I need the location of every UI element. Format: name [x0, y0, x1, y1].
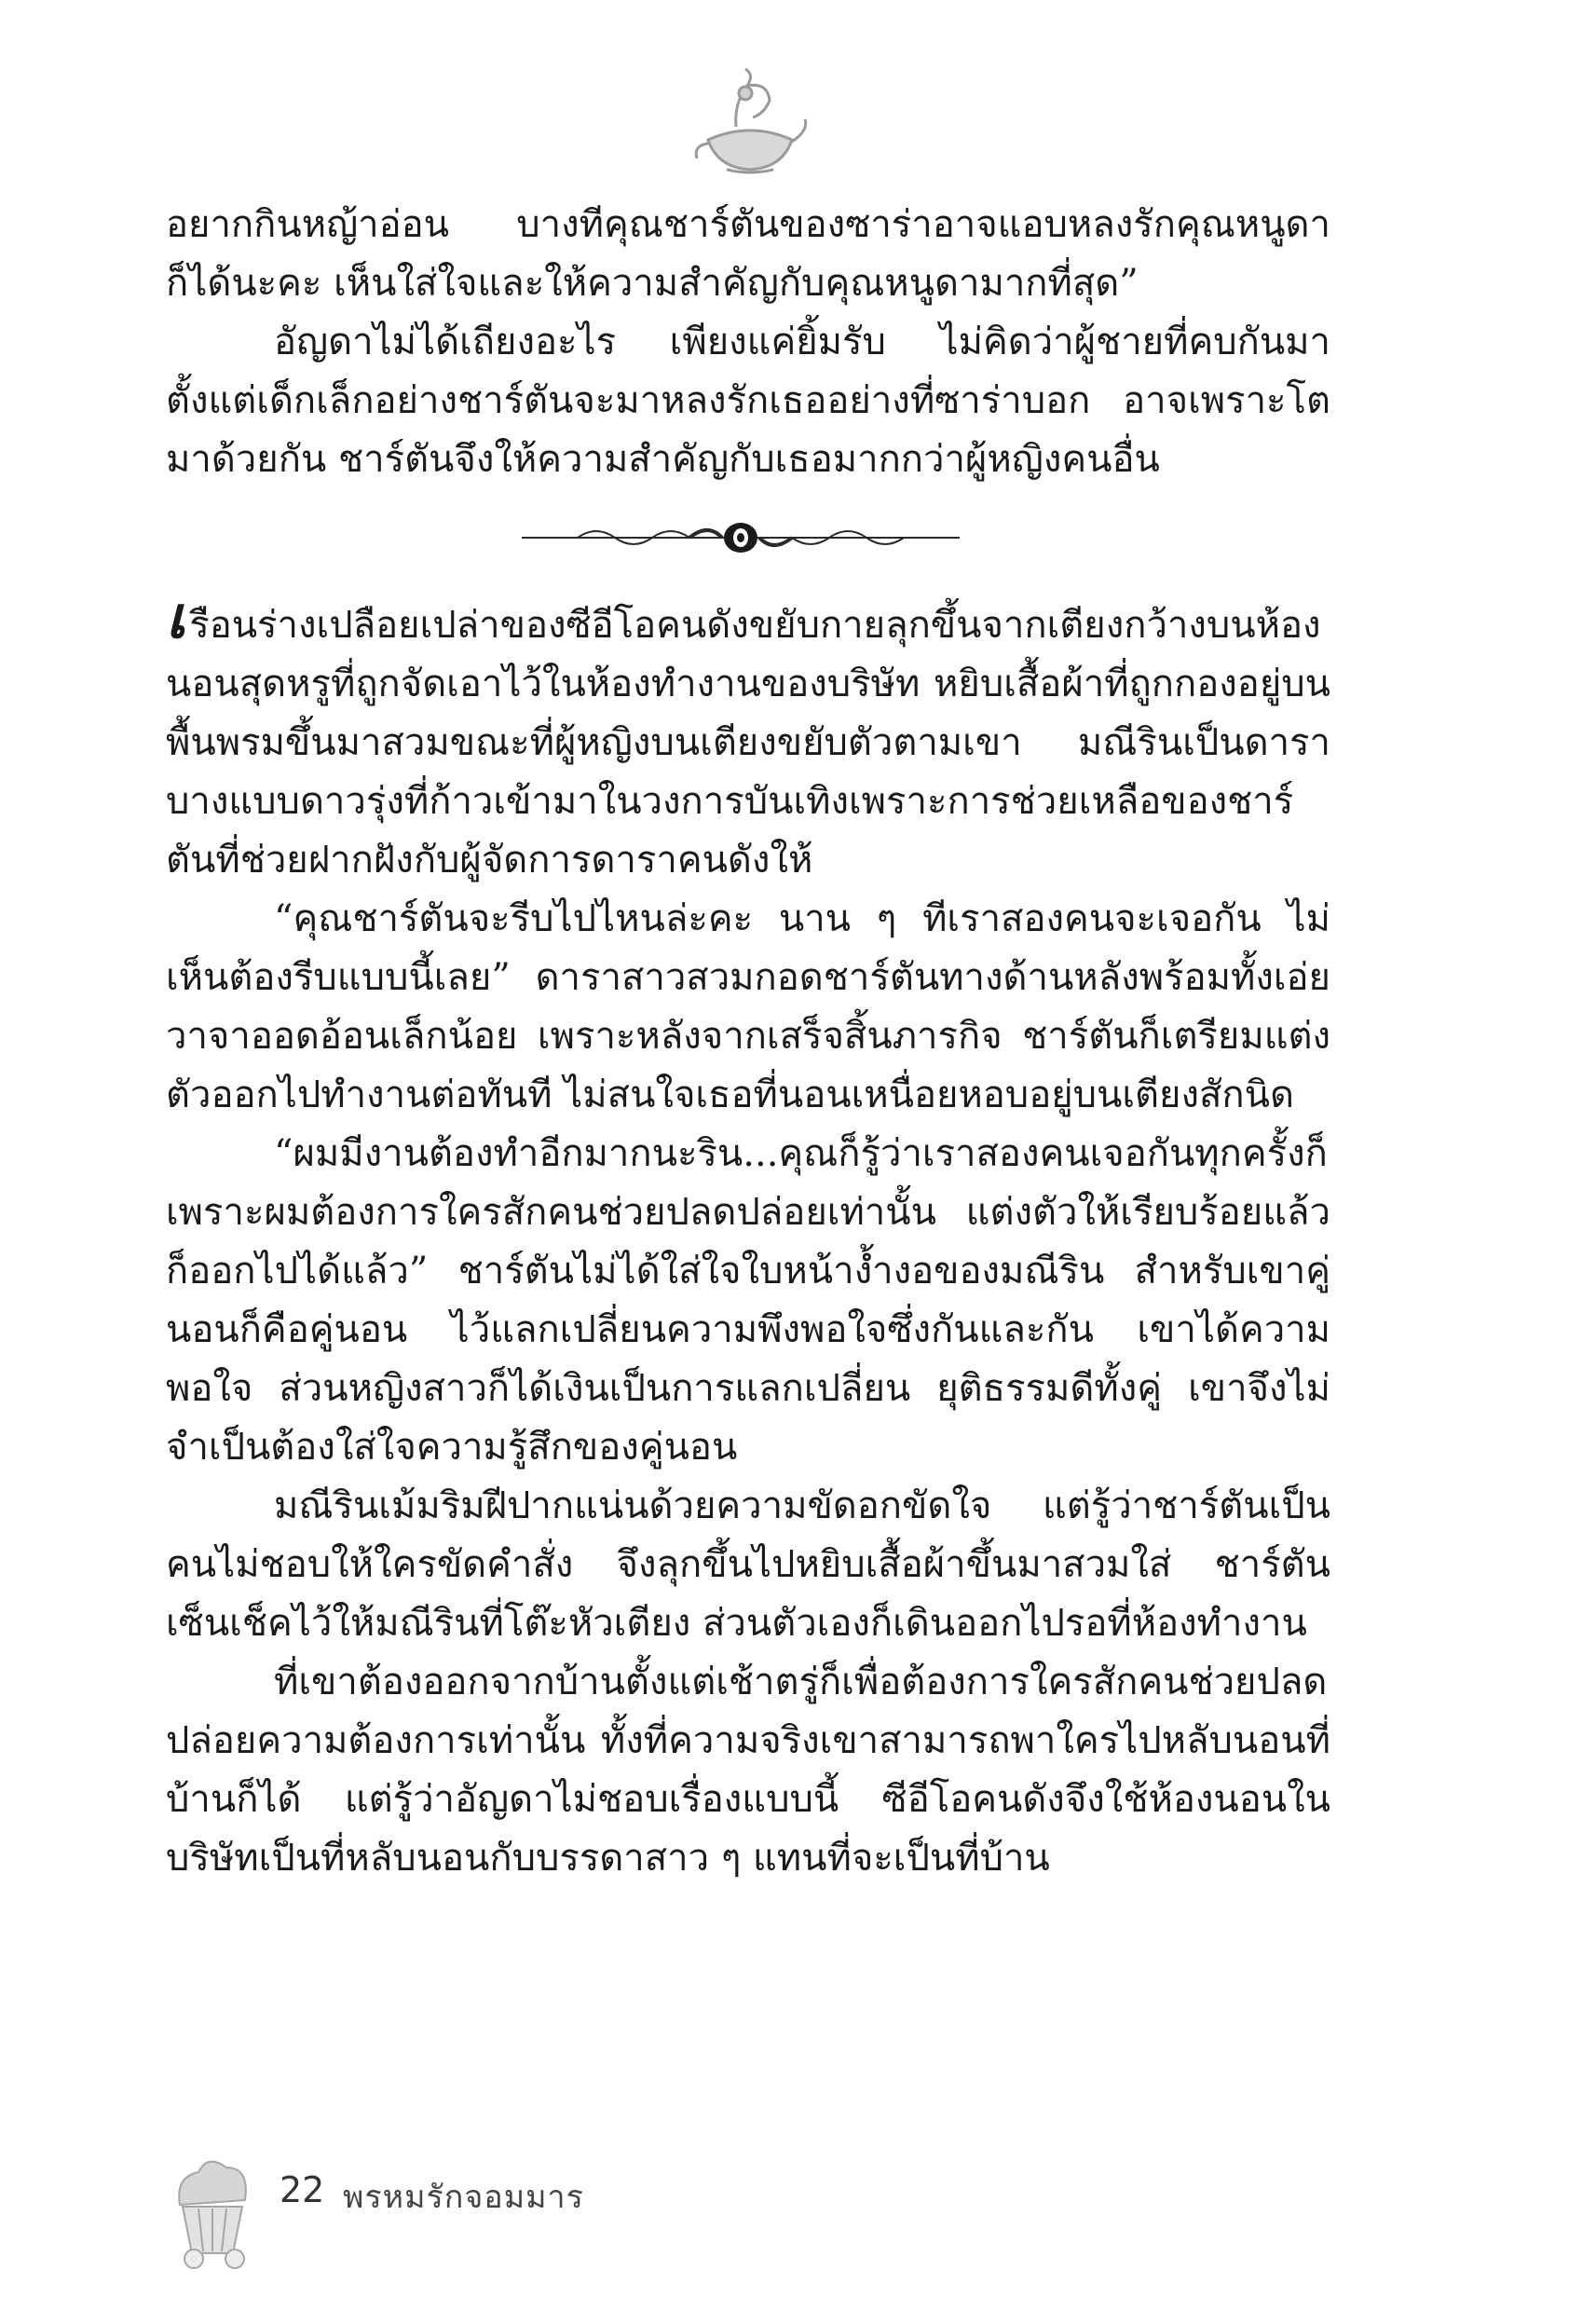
paragraph: “คุณชาร์ตันจะรีบไปไหนล่ะคะ นาน ๆ ทีเราสองคนจะเจอกัน ไม่เห็นต้องรีบแบบนี้เลย” ดาราสาวสวมกอดชาร์ตันทางด้านหลังพร้อมทั้งเอ่ยวาจาออดอ้อนเล็กน้อย เพราะหลังจากเสร็จสิ้นภารกิจ ชาร์ตันก็เตรียมแต่งตัวออกไปทำงานต่อทันที ไม่สนใจเธอที่นอนเหนื่อยหอบอยู่บนเตียงสักนิด — [166, 897, 1330, 1116]
cupcake-ornament-icon — [157, 2140, 268, 2270]
dropcap-letter: เ — [166, 583, 186, 651]
paragraph-with-dropcap — [166, 583, 1330, 890]
paragraph: ที่เขาต้องออกจากบ้านตั้งแต่เช้าตรู่ก็เพื่อต้องการใครสักคนช่วยปลดปล่อยความต้องการเท่านั้น ทั้งที่ความจริงเขาสามารถพาใครไปหลับนอนที่บ้านก็ได้ แต่รู้ว่าอัญดาไม่ชอบเรื่องแบบนี้ ซีอีโอคนดังจึงใช้ห้องนอนในบริษัทเป็นที่หลับนอนกับบรรดาสาว ๆ แทนที่จะเป็นที่บ้าน — [166, 1661, 1330, 1880]
text-section-opening — [166, 196, 1330, 489]
paragraph-text: รือนร่างเปลือยเปล่าของซีอีโอคนดังขยับกายลุกขึ้นจากเตียงกว้างบนห้องนอนสุดหรูที่ถูกจัดเอาไว้ในห้องทำงานของบริษัท หยิบเสื้อผ้าที่ถูกกองอยู่บนพื้นพรมขึ้นมาสวมขณะที่ผู้หญิงบนเตียงขยับตัวตามเขา มณีรินเป็นดาราบางแบบดาวรุ่งที่ก้าวเข้ามาในวงการบันเทิงเพราะการช่วยเหลือของชาร์ตันที่ช่วยฝากฝังกับผู้จัดการดาราคนดังให้ — [166, 604, 1330, 882]
paragraph: อยากกินหญ้าอ่อน บางทีคุณชาร์ตันของซาร่าอาจแอบหลงรักคุณหนูดาก็ได้นะคะ เห็นใส่ใจและให้ความสำคัญกับคุณหนูดามากที่สุด” — [166, 203, 1330, 305]
paragraph: อัญดาไม่ได้เถียงอะไร เพียงแค่ยิ้มรับ ไม่คิดว่าผู้ชายที่คบกันมาตั้งแต่เด็กเล็กอย่างชาร์ตันจะมาหลงรักเธออย่างที่ซาร่าบอก อาจเพราะโตมาด้วยกัน ชาร์ตันจึงให้ความสำคัญกับเธอมากกว่าผู้หญิงคนอื่น — [166, 321, 1330, 481]
page-number: 22 — [280, 2169, 325, 2210]
teapot-fairy-ornament-icon — [689, 65, 811, 177]
paragraph: มณีรินเม้มริมฝีปากแน่นด้วยความขัดอกขัดใจ แต่รู้ว่าชาร์ตันเป็นคนไม่ชอบให้ใครขัดคำสั่ง จึงลุกขึ้นไปหยิบเสื้อผ้าขึ้นมาสวมใส่ ชาร์ตันเซ็นเช็คไว้ให้มณีรินที่โต๊ะหัวเตียง ส่วนตัวเองก็เดินออกไปรอที่ห้องทำงาน — [166, 1484, 1330, 1645]
paragraph: “ผมมีงานต้องทำอีกมากนะริน...คุณก็รู้ว่าเราสองคนเจอกันทุกครั้งก็เพราะผมต้องการใครสักคนช่วยปลดปล่อยเท่านั้น แต่งตัวให้เรียบร้อยแล้วก็ออกไปได้แล้ว” ชาร์ตันไม่ได้ใส่ใจใบหน้างํ้างอของมณีริน สำหรับเขาคู่นอนก็คือคู่นอน ไว้แลกเปลี่ยนความพึงพอใจซึ่งกันและกัน เขาได้ความพอใจ ส่วนหญิงสาวก็ได้เงินเป็นการแลกเปลี่ยน ยุติธรรมดีทั้งคู่ เขาจึงไม่จำเป็นต้องใส่ใจความรู้สึกของคู่นอน — [166, 1132, 1330, 1469]
book-title: พรหมรักจอมมาร — [343, 2179, 584, 2216]
scroll-divider-ornament-icon — [522, 517, 960, 558]
text-section-main — [166, 583, 1330, 1888]
